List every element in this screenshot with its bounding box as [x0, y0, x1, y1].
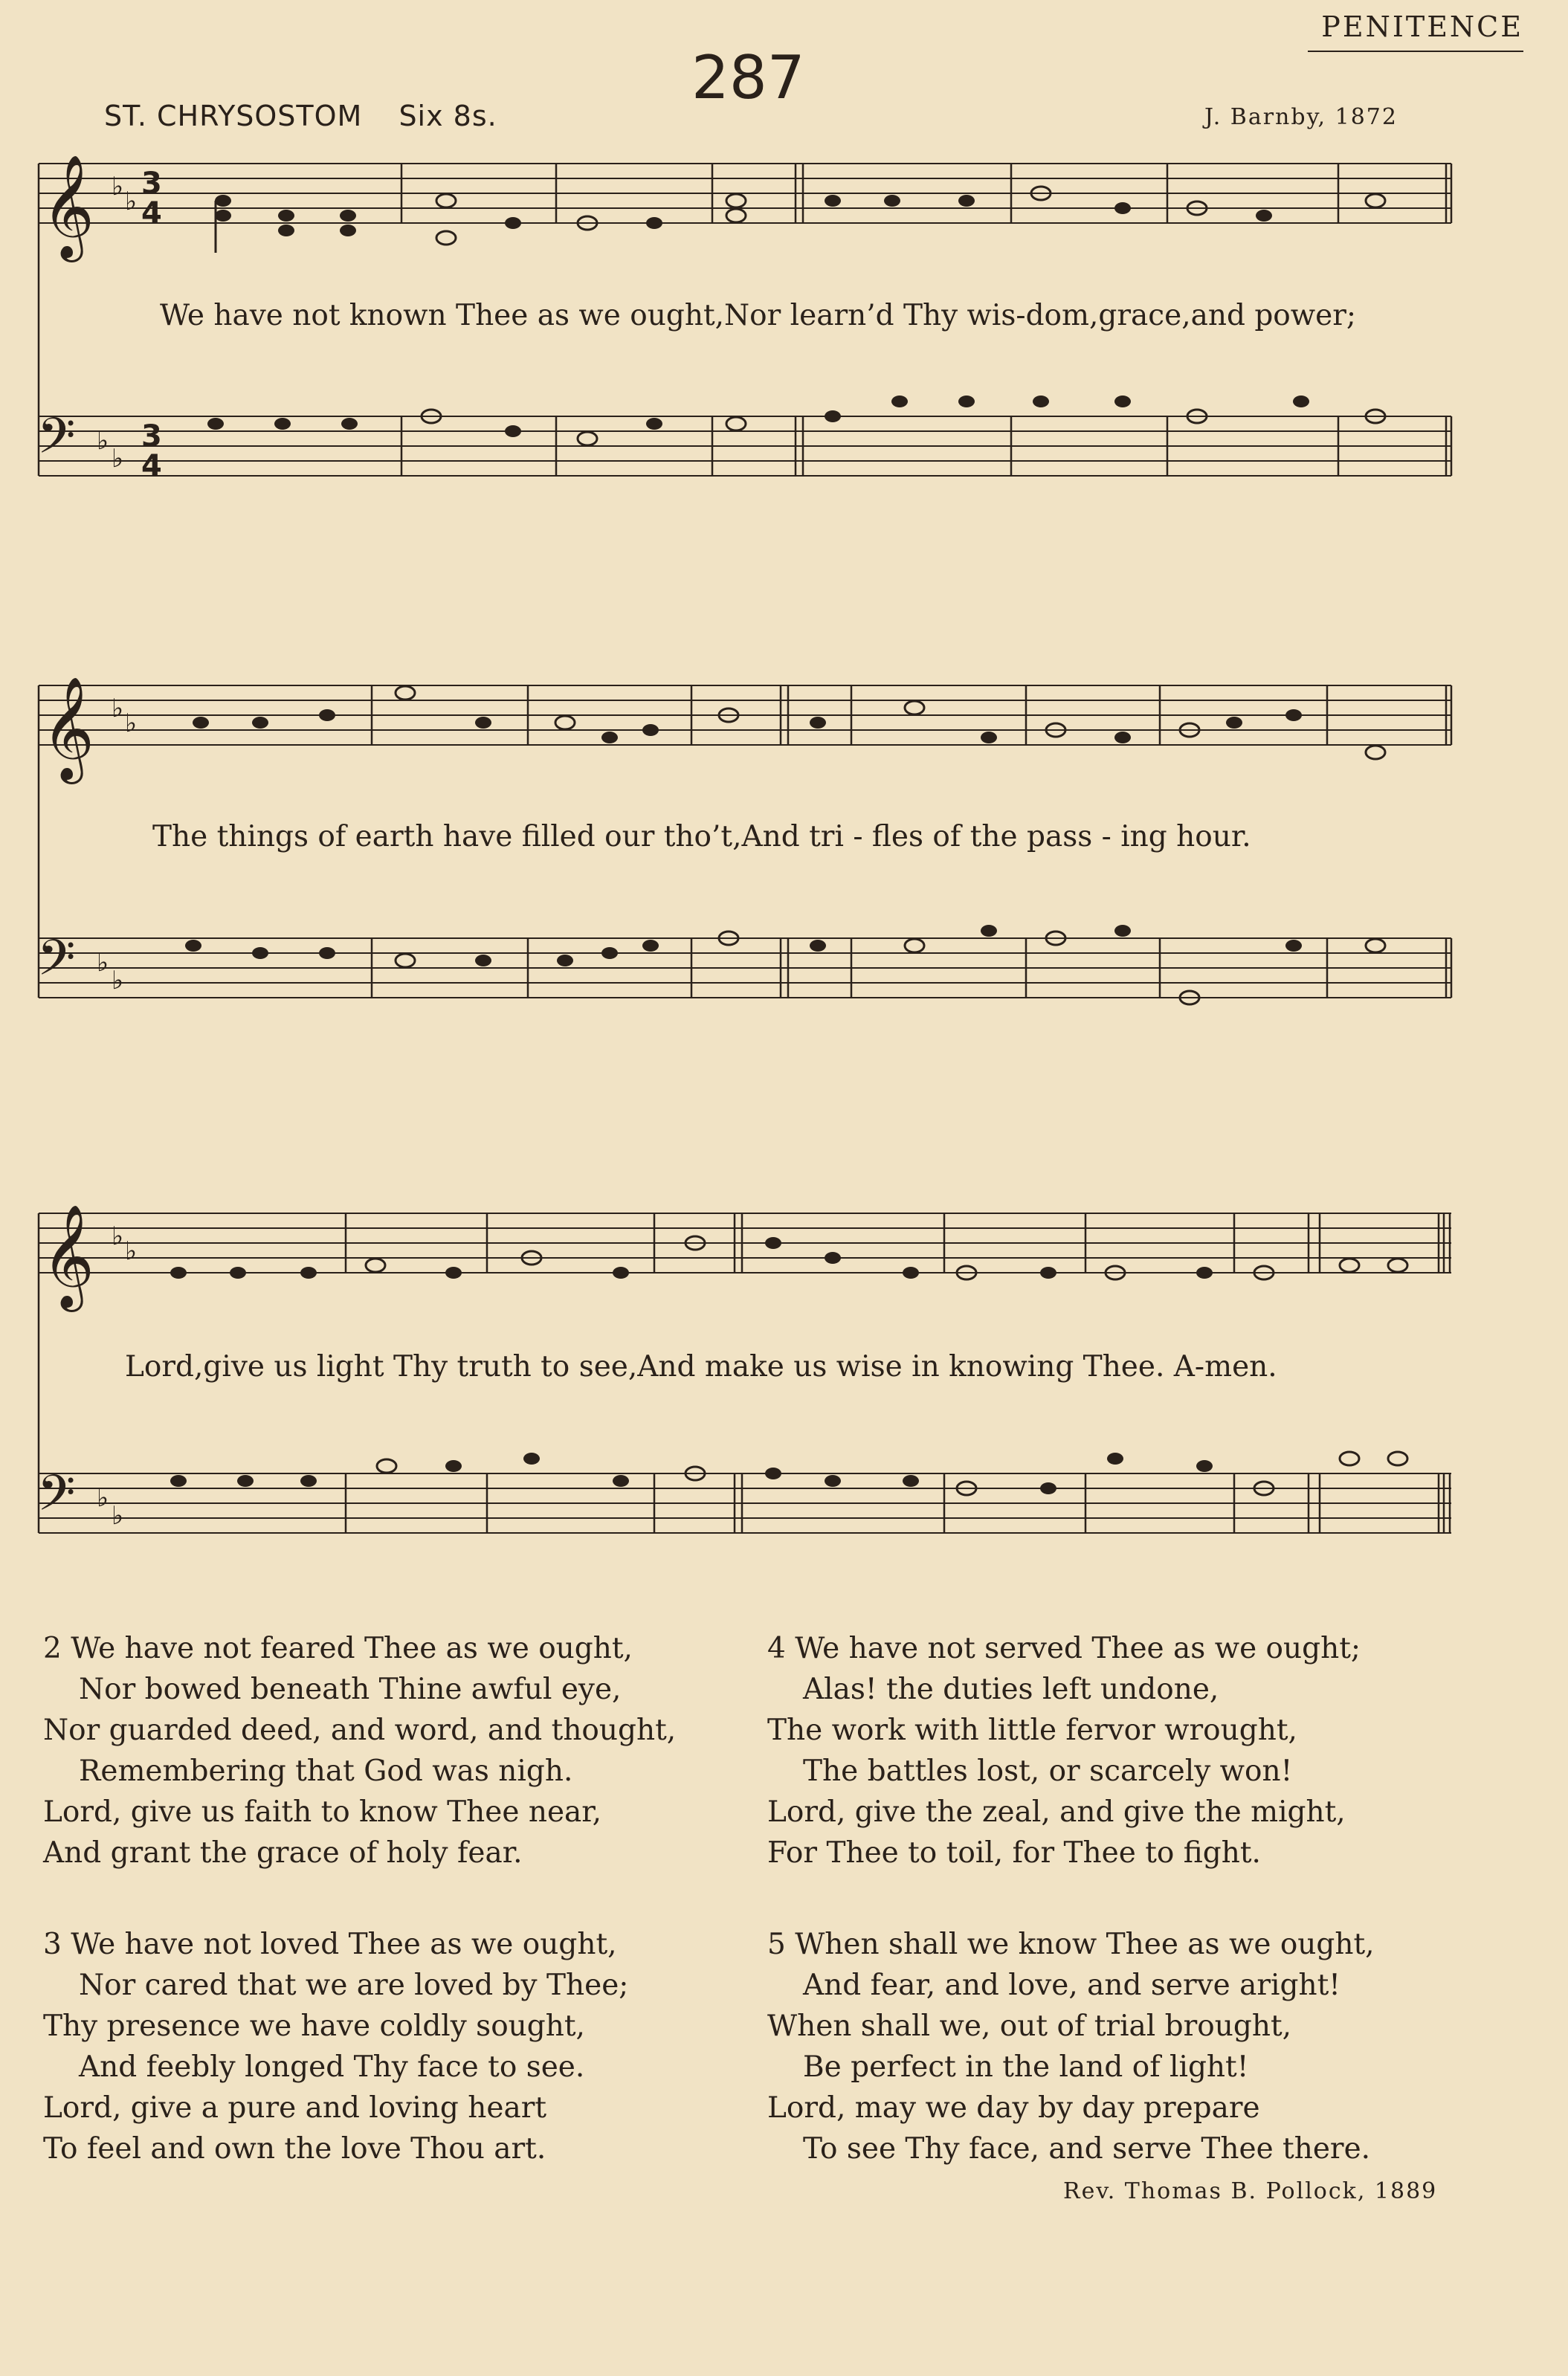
verse-line: And fear, and love, and serve aright! [803, 1969, 1340, 2002]
svg-text:♭: ♭ [112, 966, 124, 995]
meter: Six 8s. [399, 100, 497, 132]
lyric-line-1: We have not known Thee as we ought,Nor learn’d Thy wis-dom,grace,and power; [160, 299, 1357, 332]
verse-line: 3 We have not loved Thee as we ought, [43, 1928, 617, 1961]
svg-text:♭: ♭ [112, 694, 124, 723]
svg-text:3: 3 [141, 167, 162, 201]
svg-text:♭: ♭ [125, 187, 138, 216]
composer: J. Barnby, 1872 [1204, 104, 1398, 130]
svg-text:♭: ♭ [112, 172, 124, 201]
author-credit: Rev. Thomas B. Pollock, 1889 [1063, 2178, 1438, 2204]
verse-line: To see Thy face, and serve Thee there. [803, 2132, 1371, 2166]
svg-text:♭: ♭ [97, 426, 109, 456]
svg-text:♭: ♭ [97, 948, 109, 978]
system-1-treble-staff [39, 155, 1451, 262]
section-label: PENITENCE [1321, 10, 1523, 43]
system-3-treble-staff [39, 1204, 1451, 1312]
verse-line: Remembering that God was nigh. [79, 1754, 573, 1788]
bass-clef-icon: 𝄢 [37, 407, 76, 477]
system-3-bass-staff [37, 1465, 1451, 1534]
verse-line: 5 When shall we know Thee as we ought, [767, 1928, 1375, 1961]
svg-text:♭: ♭ [112, 1501, 124, 1531]
verse-line: The work with little fervor wrought, [767, 1714, 1297, 1747]
svg-text:4: 4 [141, 196, 162, 230]
verse-5 [767, 1924, 1375, 2169]
verse-line: Thy presence we have coldly sought, [43, 2009, 585, 2043]
lyric-line-2: The things of earth have filled our tho’t,And tri - fles of the pass - ing hour. [152, 820, 1251, 853]
verse-line: Lord, give us faith to know Thee near, [43, 1795, 602, 1829]
verse-line: Nor bowed beneath Thine awful eye, [79, 1673, 622, 1706]
verse-line: Be perfect in the land of light! [803, 2050, 1249, 2084]
svg-text:𝄞: 𝄞 [42, 1204, 94, 1308]
verse-line: Lord, give a pure and loving heart [43, 2091, 547, 2125]
system-2-treble-staff [39, 677, 1451, 784]
treble-clef-icon: 𝄞 [42, 155, 94, 258]
system-2-bass-staff [37, 929, 1451, 998]
verse-3 [43, 1924, 628, 2169]
svg-text:𝄞: 𝄞 [42, 677, 94, 780]
verse-line: 4 We have not served Thee as we ought; [767, 1632, 1361, 1665]
svg-text:𝄢: 𝄢 [37, 1465, 76, 1534]
verse-line: When shall we, out of trial brought, [767, 2009, 1292, 2043]
verse-line: 2 We have not feared Thee as we ought, [43, 1632, 633, 1665]
svg-text:♭: ♭ [97, 1483, 109, 1513]
svg-text:𝄢: 𝄢 [37, 929, 76, 998]
tune-name: ST. CHRYSOSTOM [104, 100, 363, 132]
verse-line: The battles lost, or scarcely won! [803, 1754, 1293, 1788]
svg-text:3: 3 [141, 419, 162, 453]
verse-line: To feel and own the love Thou art. [43, 2132, 546, 2166]
svg-text:♭: ♭ [112, 444, 124, 474]
verse-2 [43, 1628, 676, 1873]
verse-4 [767, 1628, 1361, 1873]
hymn-number: 287 [691, 43, 805, 112]
verse-line: Lord, give the zeal, and give the might, [767, 1795, 1346, 1829]
lyric-line-3: Lord,give us light Thy truth to see,And make us wise in knowing Thee. A-men. [125, 1350, 1277, 1384]
svg-text:4: 4 [141, 449, 162, 483]
svg-text:♭: ♭ [125, 1236, 138, 1266]
verse-line: Nor guarded deed, and word, and thought, [43, 1714, 677, 1747]
verse-line: For Thee to toil, for Thee to fight. [767, 1836, 1261, 1870]
svg-text:♭: ♭ [125, 708, 138, 738]
verse-line: And feebly longed Thy face to see. [79, 2050, 585, 2084]
verse-line: Nor cared that we are loved by Thee; [79, 1969, 629, 2002]
verse-line: Lord, may we day by day prepare [767, 2091, 1260, 2125]
verse-line: Alas! the duties left undone, [803, 1673, 1219, 1706]
verse-line: And grant the grace of holy fear. [43, 1836, 523, 1870]
svg-text:♭: ♭ [112, 1221, 124, 1251]
